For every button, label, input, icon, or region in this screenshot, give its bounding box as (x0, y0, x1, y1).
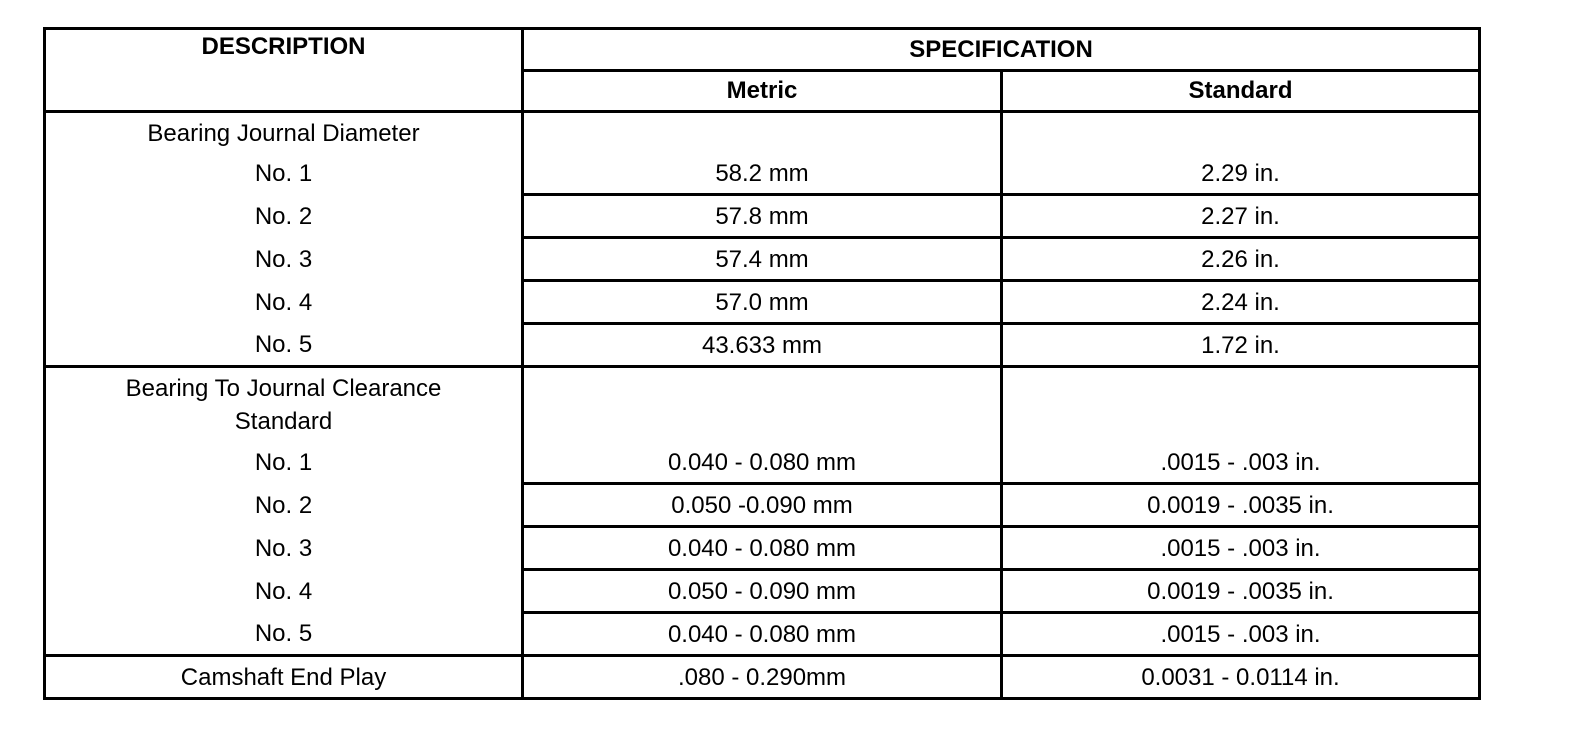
row-label: No. 2 (45, 484, 523, 527)
standard-value: 2.27 in. (1002, 195, 1480, 238)
standard-cell-empty (1002, 367, 1480, 443)
table-row (45, 153, 1480, 195)
standard-value: 0.0019 - .0035 in. (1002, 484, 1480, 527)
standard-value: 1.72 in. (1002, 324, 1480, 367)
metric-value: 43.633 mm (523, 324, 1002, 367)
row-label: No. 1 (45, 153, 523, 195)
row-label: No. 3 (45, 238, 523, 281)
end-play-row (45, 656, 1480, 699)
group-title-row (45, 112, 1480, 154)
standard-value: 2.29 in. (1002, 153, 1480, 195)
row-label: Camshaft End Play (45, 656, 523, 699)
row-label: No. 5 (45, 324, 523, 367)
table-row (45, 324, 1480, 367)
specification-header: SPECIFICATION (523, 29, 1480, 71)
metric-header: Metric (523, 70, 1002, 112)
metric-value: 0.050 - 0.090 mm (523, 570, 1002, 613)
table-row (45, 484, 1480, 527)
table-row (45, 527, 1480, 570)
standard-value: .0015 - .003 in. (1002, 527, 1480, 570)
metric-value: 0.040 - 0.080 mm (523, 442, 1002, 484)
camshaft-specification-table (43, 27, 1481, 700)
table-row (45, 281, 1480, 324)
standard-value: 2.24 in. (1002, 281, 1480, 324)
standard-cell-empty (1002, 112, 1480, 154)
group-title: Bearing Journal Diameter (45, 112, 523, 154)
standard-value: 0.0031 - 0.0114 in. (1002, 656, 1480, 699)
metric-cell-empty (523, 367, 1002, 443)
metric-cell-empty (523, 112, 1002, 154)
group-title-line: Standard (234, 408, 333, 435)
standard-value: .0015 - .003 in. (1002, 442, 1480, 484)
table-row (45, 570, 1480, 613)
table-row (45, 613, 1480, 656)
table-row (45, 238, 1480, 281)
metric-value: 0.040 - 0.080 mm (523, 613, 1002, 656)
metric-value: 58.2 mm (523, 153, 1002, 195)
standard-value: .0015 - .003 in. (1002, 613, 1480, 656)
group-title (45, 367, 523, 443)
row-label: No. 4 (45, 281, 523, 324)
metric-value: .080 - 0.290mm (523, 656, 1002, 699)
metric-value: 57.0 mm (523, 281, 1002, 324)
table-row (45, 442, 1480, 484)
metric-value: 0.040 - 0.080 mm (523, 527, 1002, 570)
table-row (45, 195, 1480, 238)
row-label: No. 1 (45, 442, 523, 484)
standard-value: 0.0019 - .0035 in. (1002, 570, 1480, 613)
row-label: No. 4 (45, 570, 523, 613)
metric-value: 0.050 -0.090 mm (523, 484, 1002, 527)
group-title-line: Bearing To Journal Clearance (125, 375, 442, 402)
standard-header: Standard (1002, 70, 1480, 112)
row-label: No. 2 (45, 195, 523, 238)
standard-value: 2.26 in. (1002, 238, 1480, 281)
row-label: No. 3 (45, 527, 523, 570)
group-title-row (45, 367, 1480, 443)
metric-value: 57.8 mm (523, 195, 1002, 238)
row-label: No. 5 (45, 613, 523, 656)
metric-value: 57.4 mm (523, 238, 1002, 281)
description-header: DESCRIPTION (45, 29, 523, 112)
